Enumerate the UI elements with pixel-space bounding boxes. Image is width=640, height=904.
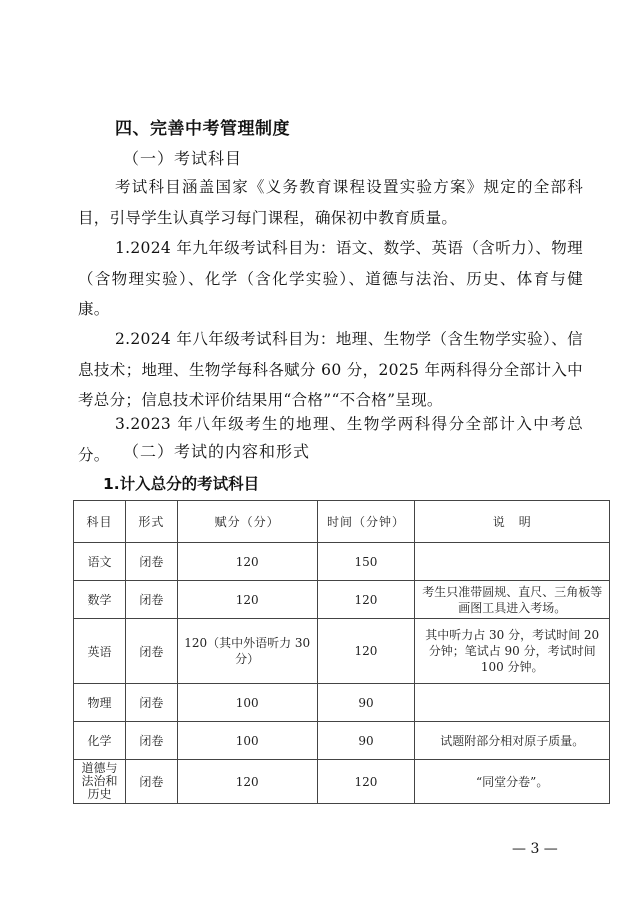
cell-score: 120 (177, 543, 317, 581)
cell-note (415, 543, 610, 581)
cell-form: 闭卷 (125, 722, 177, 760)
cell-time: 120 (317, 760, 415, 804)
cell-score: 120 (177, 581, 317, 619)
cell-score: 120 (177, 760, 317, 804)
table-row (74, 722, 610, 760)
cell-form: 闭卷 (125, 543, 177, 581)
cell-score: 100 (177, 684, 317, 722)
cell-note: 其中听力占 30 分，考试时间 20 分钟；笔试占 90 分，考试时间 100 分钟。 (415, 619, 610, 684)
table-row (74, 684, 610, 722)
table-row (74, 543, 610, 581)
header-note: 说 明 (415, 501, 610, 543)
cell-subject: 语文 (74, 543, 126, 581)
paragraph-2023-grade8: 3.2023 年八年级考生的地理、生物学两科得分全部计入中考总分。 (78, 415, 583, 464)
table-header-row (74, 501, 610, 543)
cell-form: 闭卷 (125, 619, 177, 684)
cell-form: 闭卷 (125, 760, 177, 804)
cell-form: 闭卷 (125, 684, 177, 722)
cell-note: 考生只准带圆规、直尺、三角板等画图工具进入考场。 (415, 581, 610, 619)
subsection-title-content-form: （二）考试的内容和形式 (123, 442, 311, 461)
cell-time: 150 (317, 543, 415, 581)
exam-subjects-table (73, 500, 610, 804)
paragraph-grade8-subjects: 2.2024 年八年级考试科目为：地理、生物学（含生物学实验）、信息技术；地理、生物学每科各赋分 60 分，2025 年两科得分全部计入中考总分；信息技术评价结果用“合格”“不合格”呈现。 (78, 330, 583, 409)
table-row (74, 619, 610, 684)
header-form: 形式 (125, 501, 177, 543)
header-time: 时间（分钟） (317, 501, 415, 543)
cell-subject: 物理 (74, 684, 126, 722)
paragraph-scope: 考试科目涵盖国家《义务教育课程设置实验方案》规定的全部科目，引导学生认真学习每门课程，确保初中教育质量。 (78, 178, 583, 227)
table-row (74, 581, 610, 619)
cell-note: 试题附部分相对原子质量。 (415, 722, 610, 760)
header-score: 赋分（分） (177, 501, 317, 543)
cell-time: 90 (317, 684, 415, 722)
cell-note (415, 684, 610, 722)
table-heading: 1.计入总分的考试科目 (103, 475, 260, 493)
cell-subject: 英语 (74, 619, 126, 684)
cell-subject: 道德与法治和历史 (74, 760, 126, 804)
subsection-title-exam-subjects: （一）考试科目 (123, 149, 243, 168)
cell-note: “同堂分卷”。 (415, 760, 610, 804)
header-subject: 科目 (74, 501, 126, 543)
cell-score: 100 (177, 722, 317, 760)
section-heading: 四、完善中考管理制度 (115, 119, 290, 139)
page-number: — 3 — (512, 841, 558, 857)
cell-time: 90 (317, 722, 415, 760)
cell-score: 120（其中外语听力 30 分） (177, 619, 317, 684)
table-row (74, 760, 610, 804)
cell-subject: 数学 (74, 581, 126, 619)
cell-form: 闭卷 (125, 581, 177, 619)
cell-time: 120 (317, 619, 415, 684)
paragraph-grade9-subjects: 1.2024 年九年级考试科目为：语文、数学、英语（含听力）、物理（含物理实验）、化学（含化学实验）、道德与法治、历史、体育与健康。 (78, 239, 583, 318)
cell-subject: 化学 (74, 722, 126, 760)
cell-time: 120 (317, 581, 415, 619)
